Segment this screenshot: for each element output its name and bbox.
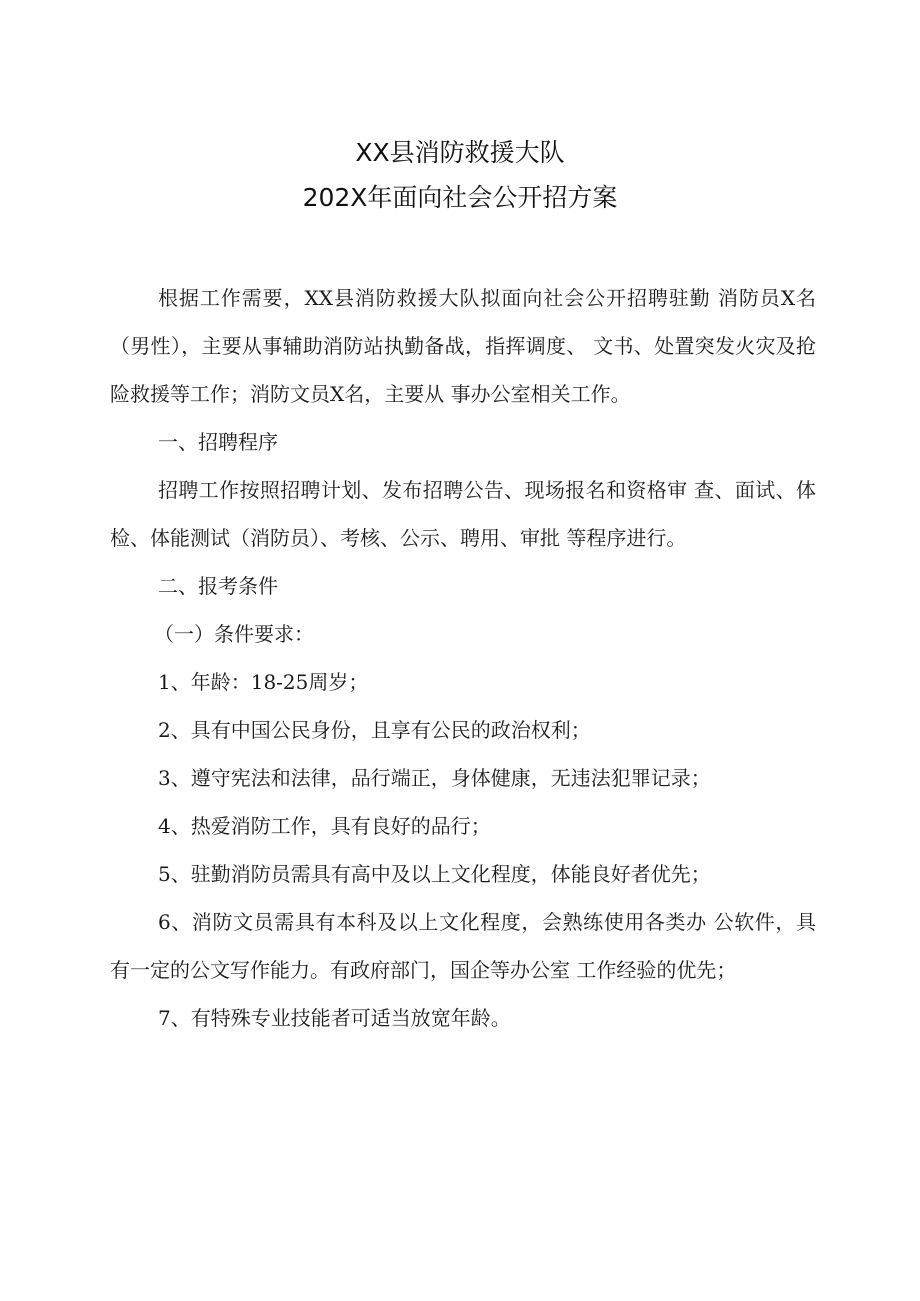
list-item-law: 3、遵守宪法和法律，品行端正，身体健康，无违法犯罪记录； bbox=[158, 766, 711, 790]
subsection-heading-requirements: （一）条件要求： bbox=[154, 622, 314, 646]
document-title-line2: 202X年面向社会公开招方案 bbox=[302, 183, 618, 212]
document-body bbox=[110, 274, 816, 1042]
list-item-clerk-education: 6、消防文员需具有本科及以上文化程度，会熟练使用各类办 公软件，具有一定的公文写作能力。有政府部门，国企等办公室 工作经验的优先； bbox=[110, 910, 816, 982]
list-item-passion: 4、热爱消防工作，具有良好的品行； bbox=[158, 814, 491, 838]
list-item-citizenship: 2、具有中国公民身份，且享有公民的政治权利； bbox=[158, 718, 591, 742]
document-title-line1: XX县消防救援大队 bbox=[355, 138, 565, 167]
paragraph-procedure: 招聘工作按照招聘计划、发布招聘公告、现场报名和资格审 查、面试、体检、体能测试（消防员）、考核、公示、聘用、审批 等程序进行。 bbox=[110, 478, 816, 550]
paragraph-intro: 根据工作需要，XX县消防救援大队拟面向社会公开招聘驻勤 消防员X名（男性），主要从事辅助消防站执勤备战，指挥调度、 文书、处置突发火灾及抢险救援等工作；消防文员X名，主要从 事办公室相关工作。 bbox=[110, 286, 816, 406]
list-item-firefighter-education: 5、驻勤消防员需具有高中及以上文化程度，体能良好者优先； bbox=[158, 862, 711, 886]
list-item-age: 1、年龄：18-25周岁； bbox=[158, 670, 369, 694]
section-heading-procedure: 一、招聘程序 bbox=[158, 430, 278, 454]
section-heading-conditions: 二、报考条件 bbox=[158, 574, 278, 598]
list-item-special-skills: 7、有特殊专业技能者可适当放宽年龄。 bbox=[158, 1006, 511, 1030]
